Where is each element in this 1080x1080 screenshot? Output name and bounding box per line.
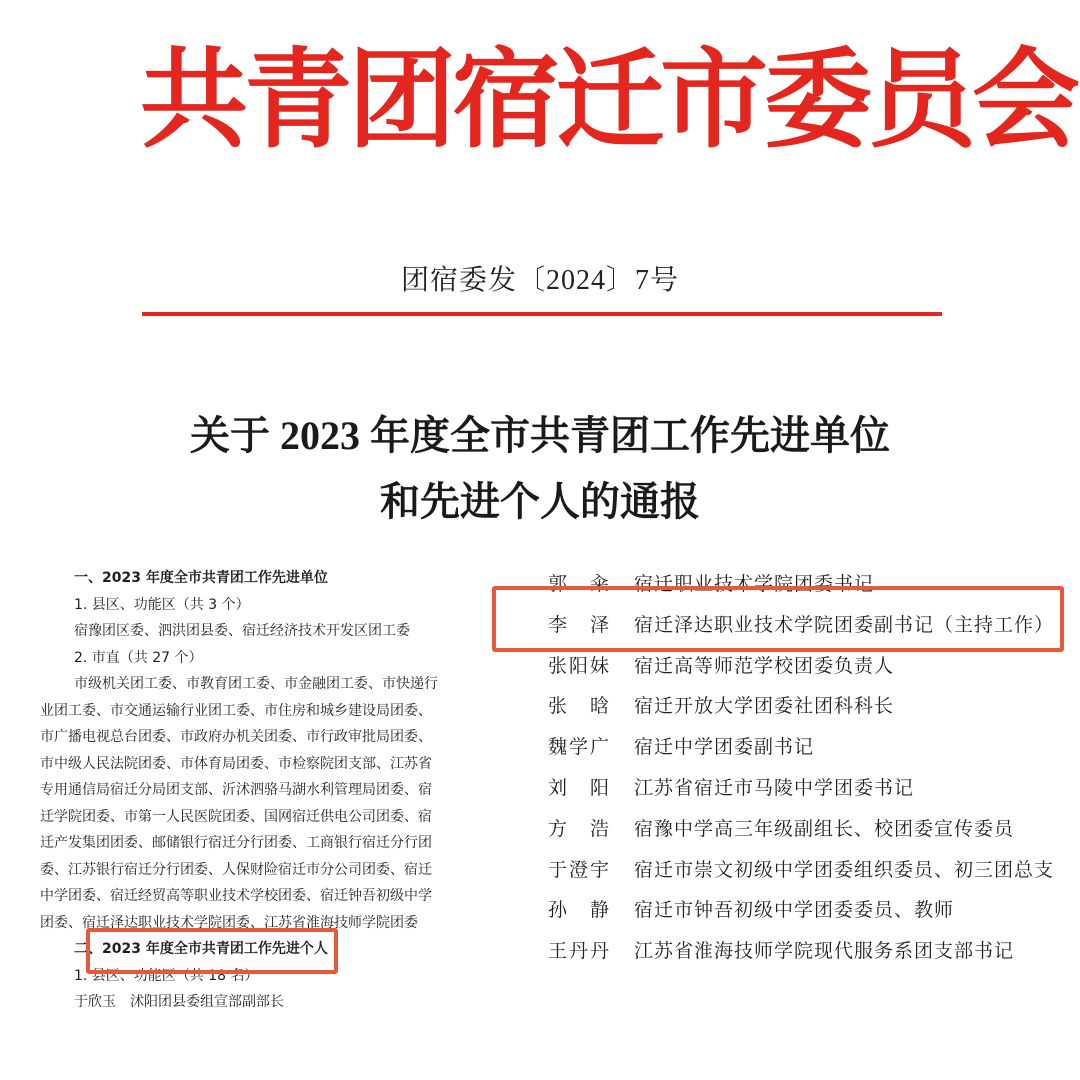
- subsection-heading: 1. 县区、功能区（共 3 个）: [74, 596, 250, 613]
- text-line: 中学团委、宿迁经贸高等职业技术学校团委、宿迁钟吾初级中学: [40, 888, 432, 904]
- red-divider-line: [142, 312, 942, 316]
- notice-title-line-2: 和先进个人的通报: [380, 479, 700, 524]
- document-number: 团宿委发〔2024〕7号: [400, 265, 679, 296]
- list-item: [548, 768, 1080, 809]
- honoree-role: 宿豫中学高三年级副组长、校团委宣传委员: [634, 817, 1015, 840]
- honoree-name: 孙 静: [548, 899, 612, 922]
- honoree-role: 宿迁高等师范学校团委负责人: [634, 654, 895, 677]
- highlight-box-honoree: [492, 586, 1064, 652]
- list-item: [548, 686, 1080, 727]
- subsection-heading: 1. 县区、功能区（共 18 名）: [74, 967, 259, 984]
- text-line: 市中级人民法院团委、市体育局团委、市检察院团支部、江苏省: [40, 755, 432, 772]
- list-item: [548, 890, 1080, 931]
- list-item: [548, 850, 1080, 891]
- org-masthead: 共青团宿迁市委员会: [140, 39, 1077, 160]
- section-heading-units: 一、2023 年度全市共青团工作先进单位: [74, 570, 328, 586]
- notice-title-line-1: 关于 2023 年度全市共青团工作先进单位: [190, 413, 890, 458]
- text-line: 团委、宿迁泽达职业技术学院团委、江苏省淮海技师学院团委: [40, 914, 418, 931]
- honoree-name: 魏学广: [548, 736, 612, 759]
- honoree-role: 宿迁市钟吾初级中学团委委员、教师: [634, 899, 955, 922]
- honoree-role: 宿迁开放大学团委社团科科长: [634, 695, 895, 718]
- honoree-role: 宿迁职业技术学院团委书记: [634, 573, 875, 595]
- text-line: 迁学院团委、市第一人民医院团委、国网宿迁供电公司团委、宿: [40, 808, 432, 825]
- text-line: 市级机关团工委、市教育团工委、市金融团工委、市快递行: [74, 676, 438, 692]
- honoree-role: 宿迁中学团委副书记: [634, 736, 815, 759]
- text-line: 委、江苏银行宿迁分行团委、人保财险宿迁市分公司团委、宿迁: [40, 861, 432, 878]
- honoree-name: 郭 籴: [548, 573, 612, 595]
- honoree-name: 刘 阳: [548, 776, 612, 799]
- section-heading-individuals: 二、2023 年度全市共青团工作先进个人: [74, 941, 328, 957]
- text-line: 专用通信局宿迁分局团支部、沂沭泗骆马湖水利管理局团委、宿: [40, 782, 432, 798]
- honoree-name: 李 泽: [548, 613, 612, 636]
- subsection-heading: 2. 市直（共 27 个）: [74, 649, 203, 666]
- honoree-role: 江苏省宿迁市马陵中学团委书记: [634, 776, 915, 799]
- text-line: 市广播电视总台团委、市政府办机关团委、市行政审批局团委、: [40, 729, 432, 745]
- honoree-name: 王丹丹: [548, 940, 612, 963]
- list-item: [548, 809, 1080, 850]
- text-line: 业团工委、市交通运输行业团工委、市住房和城乡建设局团委、: [40, 702, 432, 719]
- highlight-box-unit: [86, 928, 338, 974]
- honoree-role: 宿迁市崇文初级中学团委组织委员、初三团总支: [634, 858, 1055, 881]
- honoree-name: 方 浩: [548, 817, 612, 840]
- text-line: 迁产发集团团委、邮储银行宿迁分行团委、工商银行宿迁分行团: [40, 835, 432, 851]
- honoree-name: 于澄宇: [548, 858, 612, 881]
- honoree-name: 张阳妹: [548, 654, 612, 677]
- text-line: 宿豫团区委、泗洪团县委、宿迁经济技术开发区团工委: [74, 623, 410, 639]
- list-item: [548, 727, 1080, 768]
- list-item: [548, 931, 1080, 972]
- honoree-name: 张 晗: [548, 695, 612, 718]
- text-line: 于欣玉 沭阳团县委组宣部副部长: [74, 994, 284, 1010]
- honoree-role: 江苏省淮海技师学院现代服务系团支部书记: [634, 940, 1015, 963]
- honoree-role: 宿迁泽达职业技术学院团委副书记（主持工作）: [634, 613, 1055, 636]
